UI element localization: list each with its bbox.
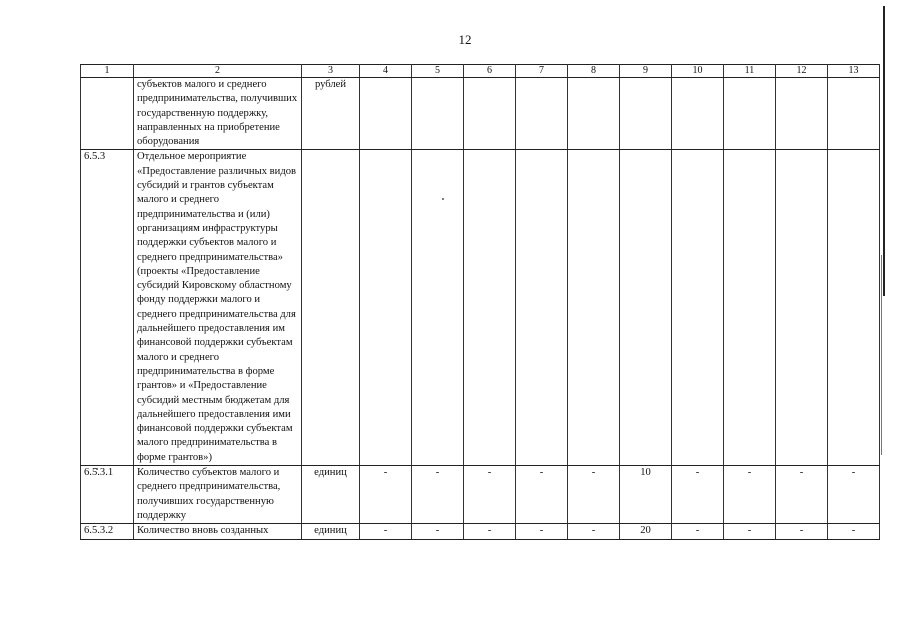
row-value: -	[776, 466, 828, 524]
column-header: 8	[568, 65, 620, 78]
row-value: -	[724, 524, 776, 539]
row-value	[360, 150, 412, 466]
row-value	[516, 78, 568, 150]
row-value	[464, 150, 516, 466]
row-value: -	[360, 466, 412, 524]
row-name: Количество вновь созданных	[134, 524, 302, 539]
column-header: 4	[360, 65, 412, 78]
row-value	[828, 150, 880, 466]
scan-edge-line	[883, 6, 885, 296]
row-value	[724, 78, 776, 150]
column-header: 10	[672, 65, 724, 78]
row-value	[516, 150, 568, 466]
row-value: -	[464, 524, 516, 539]
row-name: Количество субъектов малого и среднего предпринимательства, получивших государственную поддержку	[134, 466, 302, 524]
table-row	[81, 466, 880, 524]
column-header: 5	[412, 65, 464, 78]
row-number: 6.5.3.1	[81, 466, 134, 524]
row-value	[724, 150, 776, 466]
row-value	[672, 78, 724, 150]
row-value	[828, 78, 880, 150]
row-value: -	[412, 466, 464, 524]
row-value: -	[776, 524, 828, 539]
row-value: -	[672, 466, 724, 524]
column-header: 1	[81, 65, 134, 78]
row-value: -	[828, 524, 880, 539]
row-value	[360, 78, 412, 150]
scan-edge-line	[881, 255, 882, 455]
row-value	[464, 78, 516, 150]
table-row	[81, 78, 880, 150]
row-value	[620, 150, 672, 466]
row-number	[81, 78, 134, 150]
column-header: 3	[302, 65, 360, 78]
row-value: -	[568, 524, 620, 539]
column-header: 7	[516, 65, 568, 78]
row-value: -	[516, 524, 568, 539]
row-value: -	[828, 466, 880, 524]
row-value	[620, 78, 672, 150]
row-value: -	[464, 466, 516, 524]
row-name: субъектов малого и среднего предпринимательства, получивших государственную поддержку, направленных на приобретение оборудования	[134, 78, 302, 150]
row-value	[568, 78, 620, 150]
row-value	[412, 78, 464, 150]
row-value: -	[412, 524, 464, 539]
row-value: 10	[620, 466, 672, 524]
page-number: 12	[458, 32, 472, 47]
table-row	[81, 150, 880, 466]
row-value	[776, 150, 828, 466]
row-number: 6.5.3.2	[81, 524, 134, 539]
row-number: 6.5.3	[81, 150, 134, 466]
column-number-row	[81, 65, 880, 78]
row-value: -	[516, 466, 568, 524]
column-header: 11	[724, 65, 776, 78]
row-unit: единиц	[302, 466, 360, 524]
indicator-table	[80, 64, 880, 540]
row-value	[776, 78, 828, 150]
row-value: 20	[620, 524, 672, 539]
column-header: 12	[776, 65, 828, 78]
row-value	[672, 150, 724, 466]
row-value	[412, 150, 464, 466]
column-header: 2	[134, 65, 302, 78]
row-unit: единиц	[302, 524, 360, 539]
row-value: -	[568, 466, 620, 524]
row-unit: рублей	[302, 78, 360, 150]
column-header: 6	[464, 65, 516, 78]
column-header: 13	[828, 65, 880, 78]
column-header: 9	[620, 65, 672, 78]
row-value: -	[360, 524, 412, 539]
row-value: -	[672, 524, 724, 539]
row-value: -	[724, 466, 776, 524]
row-unit	[302, 150, 360, 466]
row-value	[568, 150, 620, 466]
row-name: Отдельное мероприятие «Предоставление различных видов субсидий и грантов субъектам малого и среднего предпринимательства и (или) организациям инфраструктуры поддержки субъектов малого и среднего предпринимательства» (проекты «Предоставление субсидий Кировскому областному фонду поддержки малого и среднего предпринимательства для дальнейшего предоставления им финансовой поддержки субъектам малого и среднего предпринимательства в форме грантов» и «Предоставление субсидий местным бюджетам для дальнейшего предоставления ими финансовой поддержки субъектам малого предпринимательства в форме грантов»)	[134, 150, 302, 466]
table-row	[81, 524, 880, 539]
